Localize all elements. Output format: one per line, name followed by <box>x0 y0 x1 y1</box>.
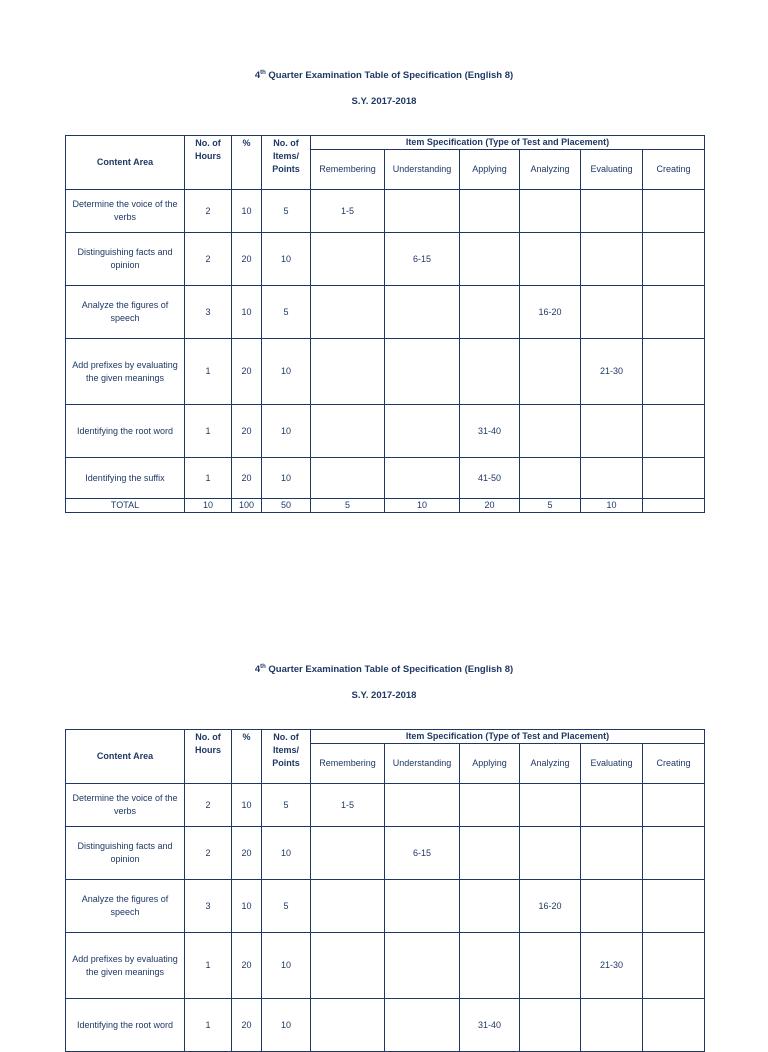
row-hours: 3 <box>185 880 232 933</box>
cell-applying <box>460 233 520 286</box>
cell-applying <box>460 933 520 999</box>
row-content: Distinguishing facts and opinion <box>66 233 185 286</box>
cell-analyzing <box>520 933 581 999</box>
cell-creating <box>643 999 705 1052</box>
row-items: 10 <box>262 339 311 405</box>
row-content: Add prefixes by evaluating the given meanings <box>66 339 185 405</box>
cell-applying <box>460 784 520 827</box>
header-level-creating: Creating <box>643 744 705 784</box>
cell-creating <box>643 190 705 233</box>
header-level-applying: Applying <box>460 150 520 190</box>
cell-remembering <box>311 286 385 339</box>
cell-creating <box>643 880 705 933</box>
header-level-creating: Creating <box>643 150 705 190</box>
cell-remembering <box>311 827 385 880</box>
school-year: S.Y. 2017-2018 <box>351 96 417 107</box>
cell-analyzing <box>520 190 581 233</box>
cell-remembering <box>311 933 385 999</box>
row-items: 5 <box>262 286 311 339</box>
title-superscript: th <box>260 70 266 76</box>
cell-understanding <box>385 784 460 827</box>
cell-analyzing <box>520 233 581 286</box>
row-items: 10 <box>262 827 311 880</box>
cell-applying <box>460 827 520 880</box>
row-content: Distinguishing facts and opinion <box>66 827 185 880</box>
row-hours: 2 <box>185 784 232 827</box>
row-percent: 20 <box>232 827 262 880</box>
header-level-evaluating: Evaluating <box>581 744 643 784</box>
row-content: Determine the voice of the verbs <box>66 190 185 233</box>
total-items: 50 <box>262 499 311 513</box>
cell-understanding: 6-15 <box>385 233 460 286</box>
cell-creating <box>643 784 705 827</box>
row-items: 5 <box>262 880 311 933</box>
header-level-applying: Applying <box>460 744 520 784</box>
cell-analyzing: 16-20 <box>520 286 581 339</box>
cell-creating <box>643 458 705 499</box>
cell-understanding <box>385 458 460 499</box>
header-level-analyzing: Analyzing <box>520 150 581 190</box>
header-content-area: Content Area <box>66 730 185 784</box>
title-number: 4 <box>254 70 261 82</box>
table-row <box>66 827 705 880</box>
row-hours: 2 <box>185 827 232 880</box>
row-content: Analyze the figures of speech <box>66 880 185 933</box>
row-items: 10 <box>262 933 311 999</box>
row-percent: 10 <box>232 190 262 233</box>
title-number: 4 <box>254 664 261 676</box>
cell-analyzing <box>520 405 581 458</box>
total-analyzing: 5 <box>520 499 581 513</box>
total-creating <box>643 499 705 513</box>
cell-evaluating <box>581 405 643 458</box>
header-hours: No. of Hours <box>185 730 232 784</box>
row-content: Add prefixes by evaluating the given meanings <box>66 933 185 999</box>
header-items: No. of Items/ Points <box>262 136 311 190</box>
title-text: Quarter Examination Table of Specification (English 8) <box>265 70 514 82</box>
table-row <box>66 286 705 339</box>
total-applying: 20 <box>460 499 520 513</box>
cell-analyzing <box>520 458 581 499</box>
row-content: Identifying the suffix <box>66 458 185 499</box>
row-content: Analyze the figures of speech <box>66 286 185 339</box>
total-percent: 100 <box>232 499 262 513</box>
cell-evaluating <box>581 880 643 933</box>
specification-table <box>65 729 705 1052</box>
row-hours: 1 <box>185 458 232 499</box>
row-hours: 1 <box>185 999 232 1052</box>
header-level-understanding: Understanding <box>385 744 460 784</box>
cell-evaluating <box>581 233 643 286</box>
row-hours: 2 <box>185 233 232 286</box>
document-title <box>0 70 768 81</box>
cell-evaluating: 21-30 <box>581 339 643 405</box>
cell-understanding <box>385 933 460 999</box>
cell-remembering <box>311 339 385 405</box>
cell-applying <box>460 286 520 339</box>
row-percent: 10 <box>232 784 262 827</box>
row-items: 10 <box>262 458 311 499</box>
row-hours: 3 <box>185 286 232 339</box>
table-row <box>66 784 705 827</box>
specification-table <box>65 135 705 513</box>
header-level-evaluating: Evaluating <box>581 150 643 190</box>
cell-creating <box>643 933 705 999</box>
cell-analyzing <box>520 784 581 827</box>
row-percent: 20 <box>232 933 262 999</box>
cell-applying: 31-40 <box>460 999 520 1052</box>
cell-creating <box>643 233 705 286</box>
total-row <box>66 499 705 513</box>
row-percent: 20 <box>232 233 262 286</box>
table-row <box>66 190 705 233</box>
total-label: TOTAL <box>66 499 185 513</box>
row-items: 10 <box>262 405 311 458</box>
header-hours: No. of Hours <box>185 136 232 190</box>
row-percent: 10 <box>232 880 262 933</box>
table-row <box>66 233 705 286</box>
cell-evaluating <box>581 784 643 827</box>
row-content: Identifying the root word <box>66 405 185 458</box>
cell-applying <box>460 190 520 233</box>
row-percent: 10 <box>232 286 262 339</box>
table-row <box>66 999 705 1052</box>
row-items: 10 <box>262 999 311 1052</box>
cell-applying <box>460 880 520 933</box>
row-percent: 20 <box>232 458 262 499</box>
title-text: Quarter Examination Table of Specification (English 8) <box>265 664 514 676</box>
table-row <box>66 458 705 499</box>
document-title <box>0 664 768 675</box>
cell-remembering: 1-5 <box>311 190 385 233</box>
cell-evaluating <box>581 286 643 339</box>
total-hours: 10 <box>185 499 232 513</box>
cell-understanding <box>385 339 460 405</box>
cell-analyzing <box>520 339 581 405</box>
total-remembering: 5 <box>311 499 385 513</box>
cell-applying <box>460 339 520 405</box>
row-content: Identifying the root word <box>66 999 185 1052</box>
row-hours: 1 <box>185 339 232 405</box>
cell-understanding <box>385 880 460 933</box>
cell-analyzing <box>520 999 581 1052</box>
header-items: No. of Items/ Points <box>262 730 311 784</box>
cell-analyzing <box>520 827 581 880</box>
row-items: 5 <box>262 784 311 827</box>
title-superscript: th <box>260 664 266 670</box>
cell-evaluating <box>581 999 643 1052</box>
cell-creating <box>643 286 705 339</box>
cell-understanding <box>385 286 460 339</box>
cell-creating <box>643 405 705 458</box>
header-level-remembering: Remembering <box>311 744 385 784</box>
table-row <box>66 339 705 405</box>
total-evaluating: 10 <box>581 499 643 513</box>
cell-evaluating <box>581 190 643 233</box>
cell-understanding <box>385 190 460 233</box>
cell-remembering <box>311 458 385 499</box>
table-row <box>66 933 705 999</box>
row-content: Determine the voice of the verbs <box>66 784 185 827</box>
cell-analyzing: 16-20 <box>520 880 581 933</box>
cell-remembering: 1-5 <box>311 784 385 827</box>
cell-evaluating <box>581 458 643 499</box>
table-row <box>66 880 705 933</box>
header-level-remembering: Remembering <box>311 150 385 190</box>
row-percent: 20 <box>232 405 262 458</box>
school-year: S.Y. 2017-2018 <box>351 690 417 701</box>
cell-creating <box>643 339 705 405</box>
header-percent: % <box>232 730 262 784</box>
cell-evaluating <box>581 827 643 880</box>
header-item-specification: Item Specification (Type of Test and Placement) <box>311 730 705 744</box>
total-understanding: 10 <box>385 499 460 513</box>
cell-remembering <box>311 880 385 933</box>
cell-creating <box>643 827 705 880</box>
cell-understanding: 6-15 <box>385 827 460 880</box>
header-level-understanding: Understanding <box>385 150 460 190</box>
row-percent: 20 <box>232 339 262 405</box>
cell-understanding <box>385 405 460 458</box>
row-percent: 20 <box>232 999 262 1052</box>
row-items: 5 <box>262 190 311 233</box>
header-item-specification: Item Specification (Type of Test and Placement) <box>311 136 705 150</box>
cell-understanding <box>385 999 460 1052</box>
cell-remembering <box>311 233 385 286</box>
header-level-analyzing: Analyzing <box>520 744 581 784</box>
cell-remembering <box>311 999 385 1052</box>
table-row <box>66 405 705 458</box>
row-hours: 1 <box>185 933 232 999</box>
cell-remembering <box>311 405 385 458</box>
cell-applying: 31-40 <box>460 405 520 458</box>
row-hours: 1 <box>185 405 232 458</box>
row-hours: 2 <box>185 190 232 233</box>
cell-applying: 41-50 <box>460 458 520 499</box>
header-percent: % <box>232 136 262 190</box>
header-content-area: Content Area <box>66 136 185 190</box>
cell-evaluating: 21-30 <box>581 933 643 999</box>
row-items: 10 <box>262 233 311 286</box>
